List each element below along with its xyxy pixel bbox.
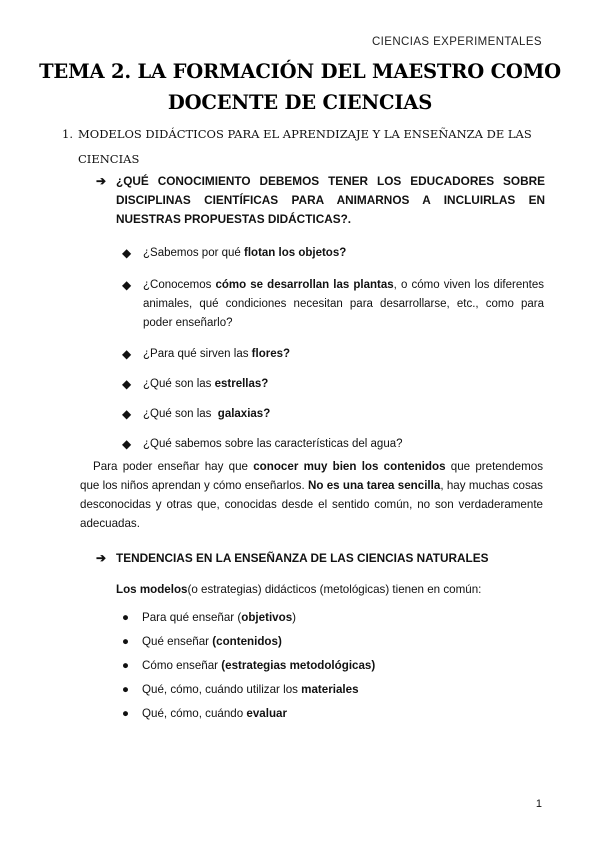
list-item bbox=[122, 244, 544, 263]
diamond-bullet-icon: ◆ bbox=[122, 407, 132, 421]
list-item bbox=[121, 632, 375, 651]
section-heading bbox=[62, 122, 548, 172]
item-text: Qué, cómo, cuándo utilizar los bbox=[142, 683, 302, 696]
arrow-icon: ➔ bbox=[96, 174, 106, 188]
questions-list bbox=[122, 244, 544, 454]
item-bold: materiales bbox=[301, 683, 359, 696]
list-item bbox=[122, 435, 544, 454]
paragraph-text: , hay muchas cosas desconocidas y otras que, conocidas desde el sentido común, no son verdaderamente adecuadas. bbox=[80, 479, 543, 530]
item-text: ¿Qué son las bbox=[143, 378, 215, 390]
list-item bbox=[121, 704, 375, 723]
diamond-bullet-icon: ◆ bbox=[122, 347, 132, 361]
item-text: ¿Qué son las bbox=[143, 408, 218, 420]
item-bold: objetivos bbox=[241, 611, 293, 624]
dot-bullet-icon: ● bbox=[122, 635, 130, 648]
item-text: Qué, cómo, cuándo bbox=[142, 707, 247, 720]
item-text: ¿Sabemos por qué bbox=[143, 247, 245, 259]
list-item bbox=[122, 375, 544, 394]
diamond-bullet-icon: ◆ bbox=[122, 246, 132, 260]
section-heading-line-2: CIENCIAS bbox=[78, 152, 140, 166]
models-list bbox=[121, 608, 375, 723]
tendencias-heading-text: TENDENCIAS EN LA ENSEÑANZA DE LAS CIENCIAS NATURALES bbox=[116, 551, 489, 565]
item-bold: flotan los objetos? bbox=[244, 247, 347, 259]
body-paragraph bbox=[80, 457, 543, 533]
arrow-icon: ➔ bbox=[96, 551, 106, 565]
section-heading-line-1: MODELOS DIDÁCTICOS PARA EL APRENDIZAJE Y LA ENSEÑANZA DE LAS bbox=[78, 127, 532, 141]
paragraph-bold: No es una tarea sencilla bbox=[307, 479, 441, 492]
item-bold: galaxias? bbox=[217, 408, 271, 420]
item-text: Cómo enseñar bbox=[142, 659, 222, 672]
item-text: ¿Qué sabemos sobre las características del agua? bbox=[143, 438, 403, 450]
models-bold: Los modelos bbox=[116, 583, 188, 596]
dot-bullet-icon: ● bbox=[122, 683, 130, 696]
question-heading-text: ¿QUÉ CONOCIMIENTO DEBEMOS TENER LOS EDUCADORES SOBRE DISCIPLINAS CIENTÍFICAS PARA ANIMARNOS A INCLUIRLAS EN NUESTRAS PROPUESTAS DIDÁCTICAS?. bbox=[116, 174, 545, 226]
list-item bbox=[122, 405, 544, 424]
paragraph-text: que pretendemos que los niños aprendan y cómo enseñarlos. bbox=[80, 460, 543, 492]
paragraph-text: Para poder enseñar hay que bbox=[93, 460, 254, 473]
models-intro bbox=[116, 580, 481, 599]
tendencias-heading bbox=[98, 549, 545, 568]
diamond-bullet-icon: ◆ bbox=[122, 377, 132, 391]
item-text: ¿Conocemos bbox=[143, 279, 216, 291]
item-bold: estrellas? bbox=[214, 378, 269, 390]
item-bold: evaluar bbox=[246, 707, 288, 720]
section-number: 1. bbox=[62, 127, 73, 141]
page-number: 1 bbox=[535, 798, 542, 810]
diamond-bullet-icon: ◆ bbox=[122, 437, 132, 451]
list-item bbox=[121, 608, 375, 627]
item-text-post: , o cómo viven los diferentes animales, qué condiciones necesitan para desarrollarse, etc., como para poder enseñarlo? bbox=[143, 279, 544, 329]
page-header: CIENCIAS EXPERIMENTALES bbox=[371, 36, 542, 48]
list-item bbox=[121, 680, 375, 699]
item-text: Qué enseñar bbox=[142, 635, 213, 648]
dot-bullet-icon: ● bbox=[122, 707, 130, 720]
models-text: (o estrategias) didácticos (metológicas) tienen en común: bbox=[187, 583, 482, 596]
dot-bullet-icon: ● bbox=[122, 659, 130, 672]
page-title-line-1: TEMA 2. LA FORMACIÓN DEL MAESTRO COMO bbox=[39, 60, 561, 83]
item-bold: cómo se desarrollan las plantas bbox=[215, 279, 394, 291]
dot-bullet-icon: ● bbox=[122, 611, 130, 624]
item-text: ¿Para qué sirven las bbox=[143, 348, 252, 360]
item-bold: (contenidos) bbox=[212, 635, 282, 648]
item-text: Para qué enseñar ( bbox=[142, 611, 242, 624]
item-bold: (estrategias metodológicas) bbox=[221, 659, 376, 672]
list-item bbox=[122, 276, 544, 333]
page-title-line-2: DOCENTE DE CIENCIAS bbox=[167, 91, 433, 114]
item-bold: flores? bbox=[251, 348, 291, 360]
list-item bbox=[121, 656, 375, 675]
item-text-post: ) bbox=[292, 611, 297, 624]
question-heading bbox=[98, 172, 545, 229]
diamond-bullet-icon: ◆ bbox=[122, 278, 132, 292]
paragraph-bold: conocer muy bien los contenidos bbox=[253, 460, 446, 473]
list-item bbox=[122, 345, 544, 364]
